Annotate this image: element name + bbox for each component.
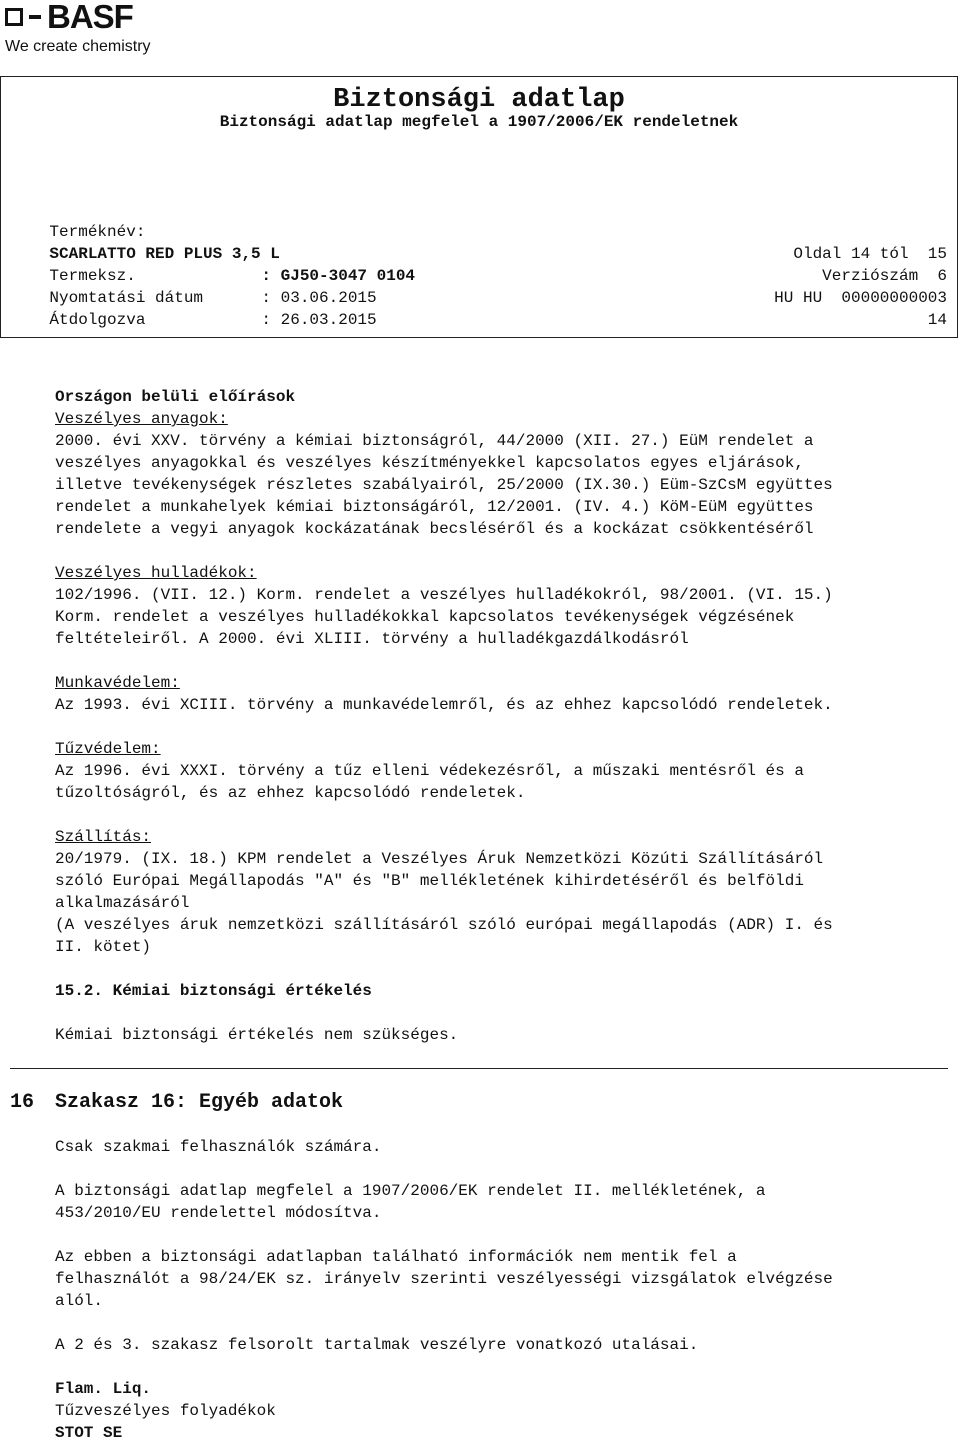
revised-value: : 26.03.2015 [261, 311, 377, 329]
abbreviation-text: Tűzveszélyes folyadékok [55, 1402, 276, 1420]
section-number: 16 [10, 1091, 35, 1114]
section-16-heading [10, 1090, 343, 1116]
chemical-safety-text: Kémiai biztonsági értékelés nem szükséges. [55, 1026, 459, 1044]
product-name-label: Terméknév: [49, 223, 146, 241]
other-info-section [55, 1136, 955, 1444]
abbreviation-code: Flam. Liq. [55, 1380, 152, 1398]
document-id-suffix-row [11, 309, 947, 331]
logo-tagline: We create chemistry [5, 38, 151, 55]
transport-line: alkalmazásáról [55, 894, 190, 912]
print-date-value: : 03.06.2015 [261, 289, 377, 307]
hazard-statements-note: A 2 és 3. szakasz felsorolt tartalmak veszélyre vonatkozó utalásai. [55, 1336, 699, 1354]
waste-line: 102/1996. (VII. 12.) Korm. rendelet a veszélyes hulladékokról, 98/2001. (VI. 15.) [55, 586, 833, 604]
waste-line: feltételeiről. A 2000. évi XLIII. törvény a hulladékgazdálkodásról [55, 630, 689, 648]
hazardous-line: rendelet a munkahelyek kémiai biztonságáról, 12/2001. (IV. 4.) KöM-EüM együttes [55, 498, 814, 516]
page-info: Oldal 14 tól 15 [793, 245, 947, 263]
hazardous-line: rendelete a vegyi anyagok kockázatának becsléséről és a kockázat csökkentéséről [55, 520, 814, 538]
fire-line: Az 1996. évi XXXI. törvény a tűz elleni védekezésről, a műszaki mentésről és a [55, 762, 804, 780]
transport-heading: Szállítás: [55, 828, 152, 846]
hazardous-line: veszélyes anyagokkal és veszélyes készítményekkel kapcsolatos egyes eljárások, [55, 454, 804, 472]
workplace-safety-heading: Munkavédelem: [55, 674, 180, 692]
document-id: HU HU 00000000003 [774, 289, 947, 307]
waste-line: Korm. rendelet a veszélyes hulladékokkal kapcsolatos tevékenységek végzésének [55, 608, 795, 626]
disclaimer-line: alól. [55, 1292, 104, 1310]
professional-users-note: Csak szakmai felhasználók számára. [55, 1138, 382, 1156]
logo-wordmark: BASF [47, 0, 133, 35]
hazardous-line: 2000. évi XXV. törvény a kémiai biztonságról, 44/2000 (XII. 27.) EüM rendelet a [55, 432, 814, 450]
fire-line: tűzoltóságról, és az ehhez kapcsolódó rendeletek. [55, 784, 526, 802]
hazardous-substances-heading: Veszélyes anyagok: [55, 410, 228, 428]
document-title: Biztonsági adatlap [333, 85, 625, 115]
regulations-section [55, 386, 955, 1046]
basf-logo [5, 2, 205, 62]
compliance-line: A biztonsági adatlap megfelel a 1907/2006/EK rendelet II. mellékletének, a [55, 1182, 766, 1200]
logo-dash-icon [29, 15, 41, 19]
disclaimer-line: Az ebben a biztonsági adatlapban található információk nem mentik fel a [55, 1248, 737, 1266]
hazardous-line: illetve tevékenységek részletes szabályairól, 25/2000 (IX.30.) Eüm-SzCsM együttes [55, 476, 833, 494]
document-id-suffix: 14 [927, 311, 947, 329]
transport-line: II. kötet) [55, 938, 152, 956]
document-subtitle: Biztonsági adatlap megfelel a 1907/2006/EK rendeletnek [219, 113, 739, 131]
product-code-label: Termeksz. [49, 267, 136, 285]
transport-line: (A veszélyes áruk nemzetközi szállításáról szóló európai megállapodás (ADR) I. és [55, 916, 833, 934]
section-title: Szakasz 16: Egyéb adatok [55, 1091, 344, 1114]
disclaimer-line: felhasználót a 98/24/EK sz. irányelv szerinti veszélyességi vizsgálatok elvégzése [55, 1270, 833, 1288]
transport-line: szóló Európai Megállapodás "A" és "B" mellékletének kihirdetéséről és belföldi [55, 872, 804, 890]
document-header [0, 76, 958, 338]
print-date-label: Nyomtatási dátum [49, 289, 204, 307]
compliance-line: 453/2010/EU rendelettel módosítva. [55, 1204, 382, 1222]
transport-line: 20/1979. (IX. 18.) KPM rendelet a Veszélyes Áruk Nemzetközi Közúti Szállításáról [55, 850, 824, 868]
version-info: Verziószám 6 [822, 267, 947, 285]
product-name-value: SCARLATTO RED PLUS 3,5 L [49, 245, 280, 263]
fire-protection-heading: Tűzvédelem: [55, 740, 161, 758]
abbreviation-code: STOT SE [55, 1424, 123, 1442]
logo-square-icon [5, 8, 23, 26]
section-divider [10, 1068, 948, 1069]
chemical-safety-heading: 15.2. Kémiai biztonsági értékelés [55, 982, 372, 1000]
workplace-line: Az 1993. évi XCIII. törvény a munkavédelemről, és az ehhez kapcsolódó rendeletek. [55, 696, 833, 714]
product-code-value: : GJ50-3047 0104 [261, 267, 416, 285]
revised-label: Átdolgozva [49, 311, 146, 329]
basf-logo-mark [5, 0, 205, 35]
hazardous-waste-heading: Veszélyes hulladékok: [55, 564, 257, 582]
national-regulations-heading: Országon belüli előírások [55, 388, 296, 406]
